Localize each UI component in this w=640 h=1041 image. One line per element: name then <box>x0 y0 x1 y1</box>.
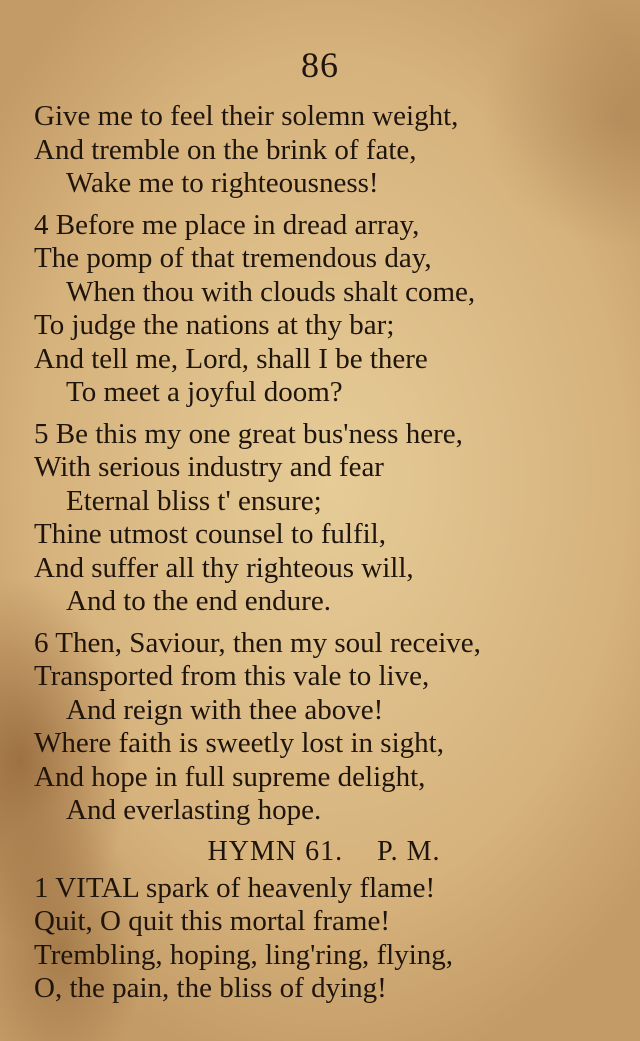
verse-line: And hope in full supreme delight, <box>34 760 426 793</box>
stanza <box>34 209 614 410</box>
stanza <box>34 418 614 619</box>
verse-line: To meet a joyful doom? <box>66 376 343 408</box>
verse-line: 5 Be this my one great bus'ness here, <box>34 417 463 450</box>
verse-line: 1 VITAL spark of heavenly flame! <box>34 871 436 904</box>
verse-line: And tremble on the brink of fate, <box>34 133 417 166</box>
verse-line: Where faith is sweetly lost in sight, <box>34 727 444 759</box>
stanza <box>34 872 614 1006</box>
hymn-meter: P. M. <box>377 835 441 867</box>
verse-line: And reign with thee above! <box>66 693 384 726</box>
stanza <box>34 100 614 201</box>
verse-line: Eternal bliss t' ensure; <box>66 484 322 517</box>
verse-line: And everlasting hope. <box>66 794 322 826</box>
verse-line: Wake me to righteousness! <box>66 167 379 199</box>
verse-line: Transported from this vale to live, <box>34 660 430 692</box>
verse-line: And to the end endure. <box>66 585 331 617</box>
hymn-text <box>34 100 614 1006</box>
verse-line: When thou with clouds shalt come, <box>66 275 476 308</box>
verse-line: To judge the nations at thy bar; <box>34 309 395 341</box>
verse-line: Thine utmost counsel to fulfil, <box>34 518 386 550</box>
verse-line: And suffer all thy righteous will, <box>34 551 414 584</box>
verse-line: The pomp of that tremendous day, <box>34 242 432 274</box>
verse-line: Quit, O quit this mortal frame! <box>34 905 390 937</box>
verse-line: O, the pain, the bliss of dying! <box>34 972 387 1004</box>
verse-line: Give me to feel their solemn weight, <box>34 100 459 132</box>
hymn-heading <box>34 832 614 872</box>
hymn-title: HYMN 61. <box>207 835 344 867</box>
verse-line: Trembling, hoping, ling'ring, flying, <box>34 938 454 971</box>
stanza <box>34 627 614 828</box>
verse-line: 6 Then, Saviour, then my soul receive, <box>34 626 481 659</box>
verse-line: 4 Before me place in dread array, <box>34 208 420 241</box>
verse-line: And tell me, Lord, shall I be there <box>34 342 428 375</box>
page-number: 86 <box>301 45 339 85</box>
verse-line: With serious industry and fear <box>34 451 384 483</box>
